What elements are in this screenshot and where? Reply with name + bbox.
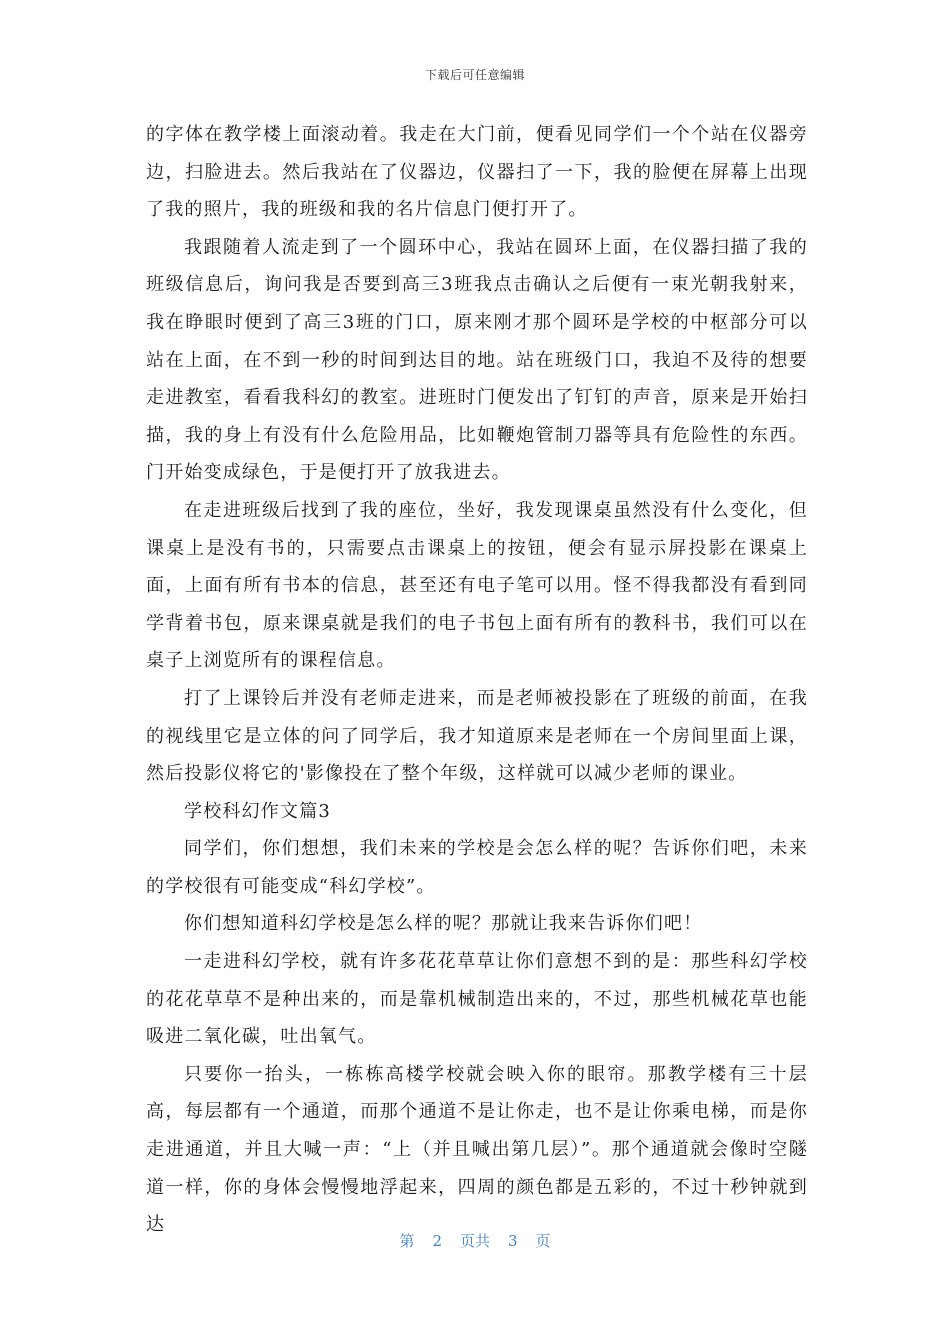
section-heading: 学校科幻作文篇3 [184,800,332,822]
paragraph-6: 你们想知道科幻学校是怎么样的呢？那就让我来告诉你们吧！ [184,913,703,935]
page-footer-suffix: 页 [535,1232,551,1250]
page-footer-prefix: 第 [399,1232,415,1250]
paragraph-7: 一走进科幻学校，就有许多花花草草让你们意想不到的是：那些科幻学校的花花草草不是种出来的，而是靠机械制造出来的，不过，那些机械花草也能吸进二氧化碳，吐出氧气。 [146,951,808,1048]
paragraph-8: 只要你一抬头，一栋栋高楼学校就会映入你的眼帘。那教学楼有三十层高，每层都有一个通道，而那个通道不是让你走，也不是让你乘电梯，而是你走进通道，并且大喊一声：“上（并且喊出第几层）”。那个通道就会像时空隧道一样，你的身体会慢慢地浮起来，四周的颜色都是五彩的，不过十秒钟就到达 [146,1063,808,1236]
paragraph-4: 打了上课铃后并没有老师走进来，而是老师被投影在了班级的前面，在我的视线里它是立体的问了同学后，我才知道原来是老师在一个房间里面上课，然后投影仪将它的'影像投在了整个年级，这样就可以减少老师的课业。 [146,687,808,785]
page-footer [0,1230,950,1251]
page-header: 下载后可任意编辑 [424,68,525,82]
document-body [146,116,808,1244]
paragraph-2: 我跟随着人流走到了一个圆环中心，我站在圆环上面，在仪器扫描了我的班级信息后，询问我是否要到高三3班我点击确认之后便有一束光朝我射来，我在睁眼时便到了高三3班的门口，原来刚才那个圆环是学校的中枢部分可以站在上面，在不到一秒的时间到达目的地。站在班级门口，我迫不及待的想要走进教室，看看我科幻的教室。进班时门便发出了钉钉的声音，原来是开始扫描，我的身上有没有什么危险用品，比如鞭炮管制刀器等具有危险性的东西。门开始变成绿色，于是便打开了放我进去。 [146,236,808,484]
page-number-total: 3 [508,1232,518,1250]
page-number-current: 2 [432,1232,442,1250]
paragraph-3: 在走进班级后找到了我的座位，坐好，我发现课桌虽然没有什么变化，但课桌上是没有书的，只需要点击课桌上的按钮，便会有显示屏投影在课桌上面，上面有所有书本的信息，甚至还有电子笔可以用。怪不得我都没有看到同学背着书包，原来课桌就是我们的电子书包上面有所有的教科书，我们可以在桌子上浏览所有的课程信息。 [146,499,808,672]
page-footer-middle: 页共 [459,1232,490,1250]
paragraph-1: 的字体在教学楼上面滚动着。我走在大门前，便看见同学们一个个站在仪器旁边，扫脸进去。然后我站在了仪器边，仪器扫了一下，我的脸便在屏幕上出现了我的照片，我的班级和我的名片信息门便打开了。 [146,124,808,221]
paragraph-5: 同学们，你们想想，我们未来的学校是会怎么样的呢？告诉你们吧，未来的学校很有可能变成“科幻学校”。 [146,838,808,897]
